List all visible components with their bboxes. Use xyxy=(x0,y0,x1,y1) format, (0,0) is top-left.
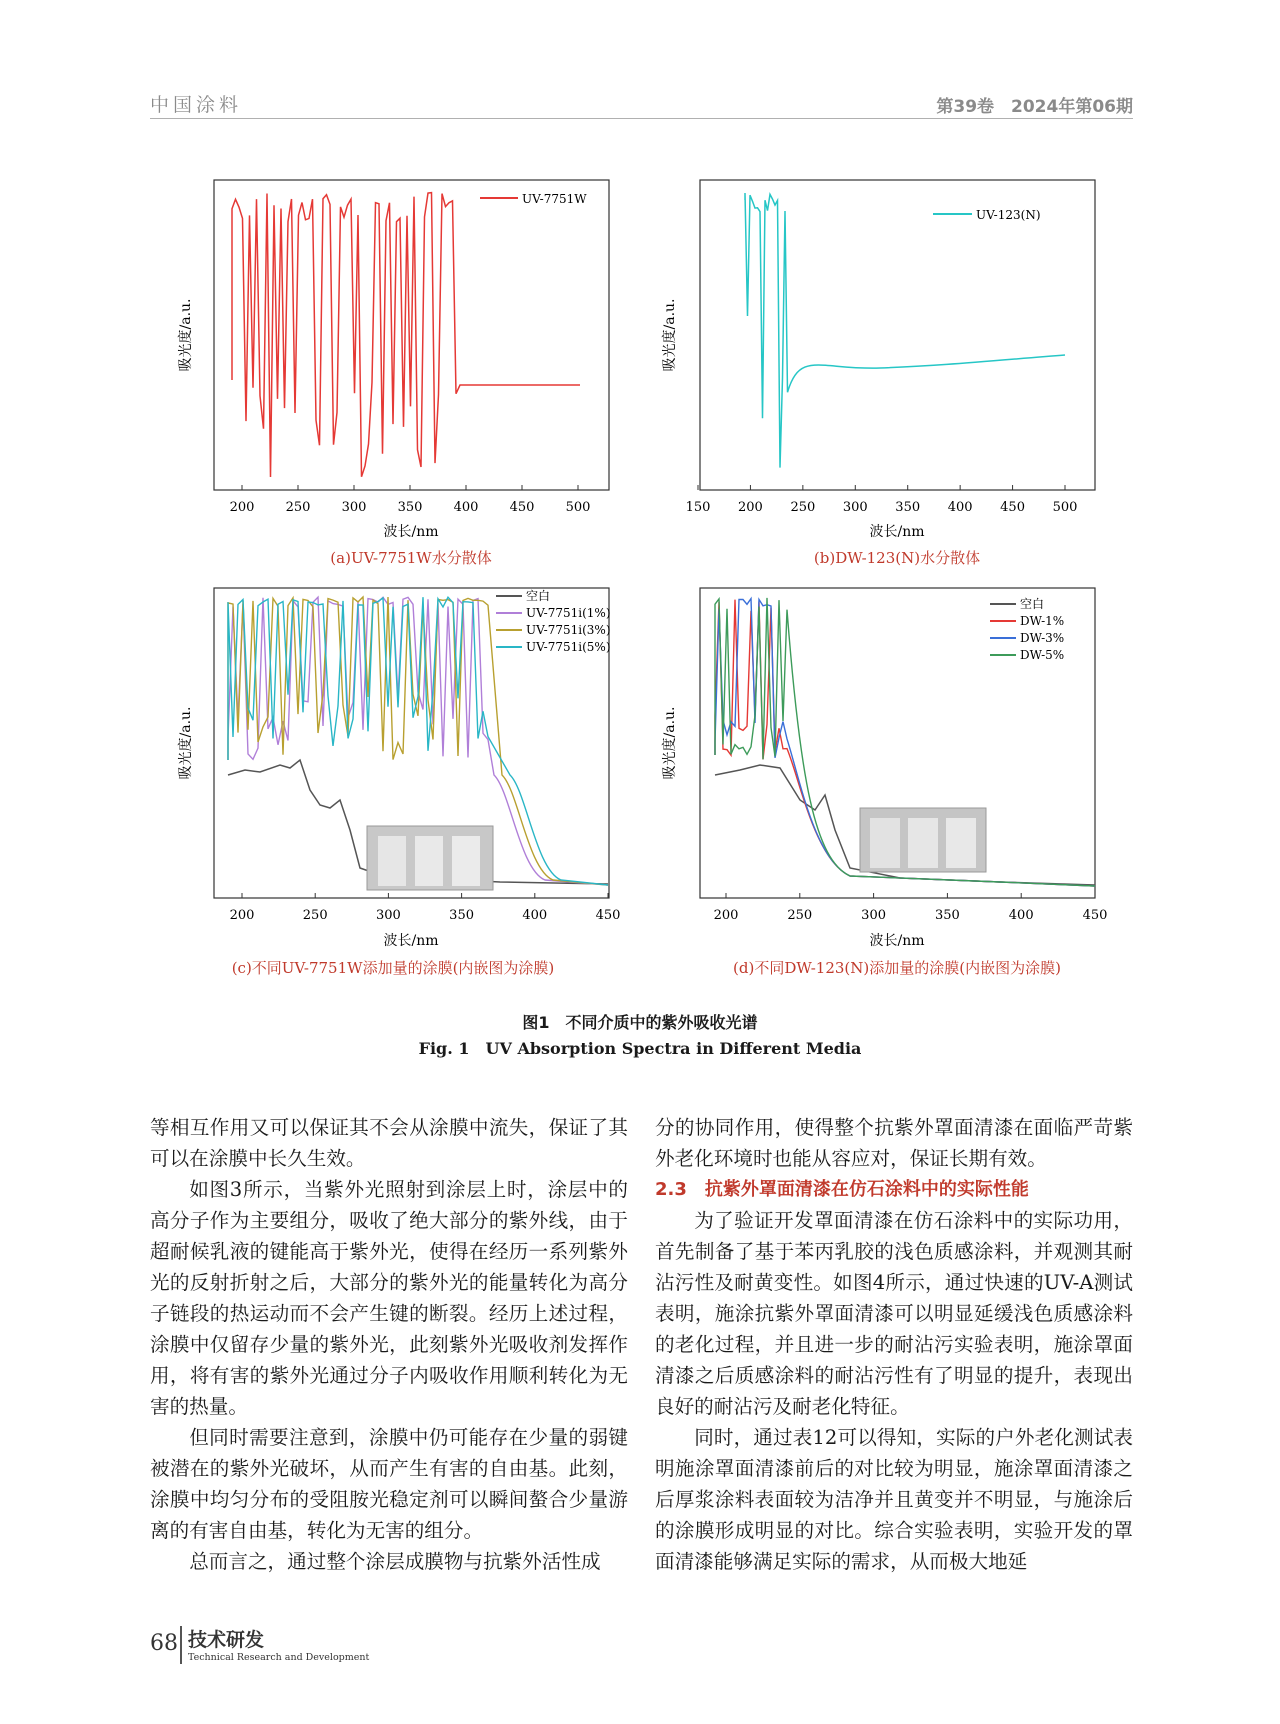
legend-label: DW-3% xyxy=(1020,631,1065,645)
panel-b-legend-label: UV-123(N) xyxy=(976,208,1041,222)
panel-d-ylabel: 吸光度/a.u. xyxy=(662,706,678,780)
x-tick-label: 450 xyxy=(595,908,621,923)
inset-sample xyxy=(378,836,406,886)
panel-a-series-uv7751w xyxy=(232,193,580,477)
x-tick-label: 400 xyxy=(947,500,973,515)
x-tick-label: 200 xyxy=(738,500,763,515)
x-tick-label: 200 xyxy=(229,500,255,515)
section-heading: 2.3 抗紫外罩面清漆在仿石涂料中的实际性能 xyxy=(655,1179,1029,1200)
x-tick-label: 200 xyxy=(229,908,255,923)
legend-label: 空白 xyxy=(1020,597,1045,611)
inset-sample xyxy=(870,818,900,868)
panel-b-series-uv123n xyxy=(745,193,1065,468)
x-tick-label: 450 xyxy=(1000,500,1025,515)
legend-label: UV-7751i(5%) xyxy=(526,640,611,654)
x-tick-label: 400 xyxy=(453,500,479,515)
x-tick-label: 350 xyxy=(397,500,423,515)
panel-b-frame xyxy=(700,180,1095,490)
panel-d xyxy=(661,588,1107,977)
panel-a-caption: (a)UV-7751W水分散体 xyxy=(330,549,492,567)
paragraph: 如图3所示，当紫外光照射到涂层上时，涂层中的高分子作为主要组分，吸收了绝大部分的紫外线，由于超耐候乳液的键能高于紫外光，使得在经历一系列紫外光的反射折射之后，大部分的紫外光的能量转化为高分子链段的热运动而不会产生键的断裂。经历上述过程，涂膜中仅留存少量的紫外光，此刻紫外光吸收剂发挥作用，将有害的紫外光通过分子内吸收作用顺利转化为无害的热量。 xyxy=(150,1178,628,1418)
x-tick-label: 350 xyxy=(449,908,475,923)
panel-b-caption: (b)DW-123(N)水分散体 xyxy=(813,549,981,567)
x-tick-label: 250 xyxy=(302,908,328,923)
x-tick-label: 450 xyxy=(1082,908,1108,923)
figure-title-en: Fig. 1 UV Absorption Spectra in Different Media xyxy=(418,1039,862,1058)
panel-c-xlabel: 波长/nm xyxy=(383,933,439,949)
x-tick-label: 300 xyxy=(375,908,401,923)
x-tick-label: 400 xyxy=(1008,908,1034,923)
x-tick-label: 250 xyxy=(285,500,311,515)
legend-label: DW-5% xyxy=(1020,648,1065,662)
x-tick-label: 500 xyxy=(565,500,591,515)
panel-c xyxy=(177,588,620,977)
x-tick-label: 350 xyxy=(895,500,921,515)
legend-label: UV-7751i(1%) xyxy=(526,606,611,620)
figure-title-cn: 图1 不同介质中的紫外吸收光谱 xyxy=(522,1013,758,1032)
footer-divider xyxy=(180,1626,182,1664)
inset-sample xyxy=(946,818,976,868)
legend-label: UV-7751i(3%) xyxy=(526,623,611,637)
panel-a-xlabel: 波长/nm xyxy=(383,524,439,540)
x-tick-label: 300 xyxy=(861,908,887,923)
panel-b xyxy=(661,180,1095,567)
panel-b-ylabel: 吸光度/a.u. xyxy=(662,298,678,372)
x-tick-label: 250 xyxy=(787,908,813,923)
panel-d-xlabel: 波长/nm xyxy=(869,933,925,949)
issue-info: 第39卷 2024年第06期 xyxy=(936,97,1133,117)
body-column-right xyxy=(655,1112,1133,1577)
x-tick-label: 400 xyxy=(522,908,548,923)
panel-a-legend-label: UV-7751W xyxy=(522,192,587,206)
body-column-left xyxy=(150,1112,628,1577)
paragraph: 为了验证开发罩面清漆在仿石涂料中的实际功用，首先制备了基于苯丙乳胶的浅色质感涂料，并观测其耐沾污性及耐黄变性。如图4所示，通过快速的UV-A测试表明，施涂抗紫外罩面清漆可以明显延缓浅色质感涂料的老化过程，并且进一步的耐沾污实验表明，施涂罩面清漆之后质感涂料的耐沾污性有了明显的提升，表现出良好的耐沾污及耐老化特征。 xyxy=(655,1209,1133,1418)
inset-sample xyxy=(415,836,443,886)
panel-a-ylabel: 吸光度/a.u. xyxy=(178,298,194,372)
panel-a xyxy=(177,180,609,567)
x-tick-label: 200 xyxy=(713,908,739,923)
paragraph: 同时，通过表12可以得知，实际的户外老化测试表明施涂罩面清漆前后的对比较为明显，施涂罩面清漆之后厚浆涂料表面较为洁净并且黄变并不明显，与施涂后的涂膜形成明显的对比。综合实验表明，实验开发的罩面清漆能够满足实际的需求，从而极大地延 xyxy=(655,1426,1133,1573)
legend-label: 空白 xyxy=(526,589,551,603)
legend-label: DW-1% xyxy=(1020,614,1065,628)
x-tick-label: 350 xyxy=(934,908,960,923)
journal-name: 中国涂料 xyxy=(150,94,243,116)
paragraph: 分的协同作用，使得整个抗紫外罩面清漆在面临严苛紫外老化环境时也能从容应对，保证长期有效。 xyxy=(655,1116,1133,1170)
x-tick-label: 300 xyxy=(842,500,868,515)
footer-section-en: Technical Research and Development xyxy=(188,1652,370,1663)
x-tick-label: 150 xyxy=(685,500,711,515)
x-tick-label: 250 xyxy=(790,500,816,515)
panel-c-ylabel: 吸光度/a.u. xyxy=(178,706,194,780)
x-tick-label: 300 xyxy=(341,500,367,515)
footer-section-cn: 技术研发 xyxy=(188,1629,265,1651)
x-tick-label: 450 xyxy=(509,500,535,515)
inset-sample xyxy=(908,818,938,868)
page-number: 68 xyxy=(150,1631,178,1656)
x-tick-label: 500 xyxy=(1052,500,1078,515)
panel-d-caption: (d)不同DW-123(N)添加量的涂膜(内嵌图为涂膜) xyxy=(733,959,1061,977)
panel-c-caption: (c)不同UV-7751W添加量的涂膜(内嵌图为涂膜) xyxy=(231,959,555,977)
paragraph: 等相互作用又可以保证其不会从涂膜中流失，保证了其可以在涂膜中长久生效。 xyxy=(150,1116,628,1170)
paragraph: 但同时需要注意到，涂膜中仍可能存在少量的弱键被潜在的紫外光破坏，从而产生有害的自由基。此刻，涂膜中均匀分布的受阻胺光稳定剂可以瞬间螯合少量游离的有害自由基，转化为无害的组分。 xyxy=(150,1426,628,1542)
paragraph: 总而言之，通过整个涂层成膜物与抗紫外活性成 xyxy=(189,1550,601,1573)
inset-sample xyxy=(452,836,480,886)
panel-b-xlabel: 波长/nm xyxy=(869,524,925,540)
